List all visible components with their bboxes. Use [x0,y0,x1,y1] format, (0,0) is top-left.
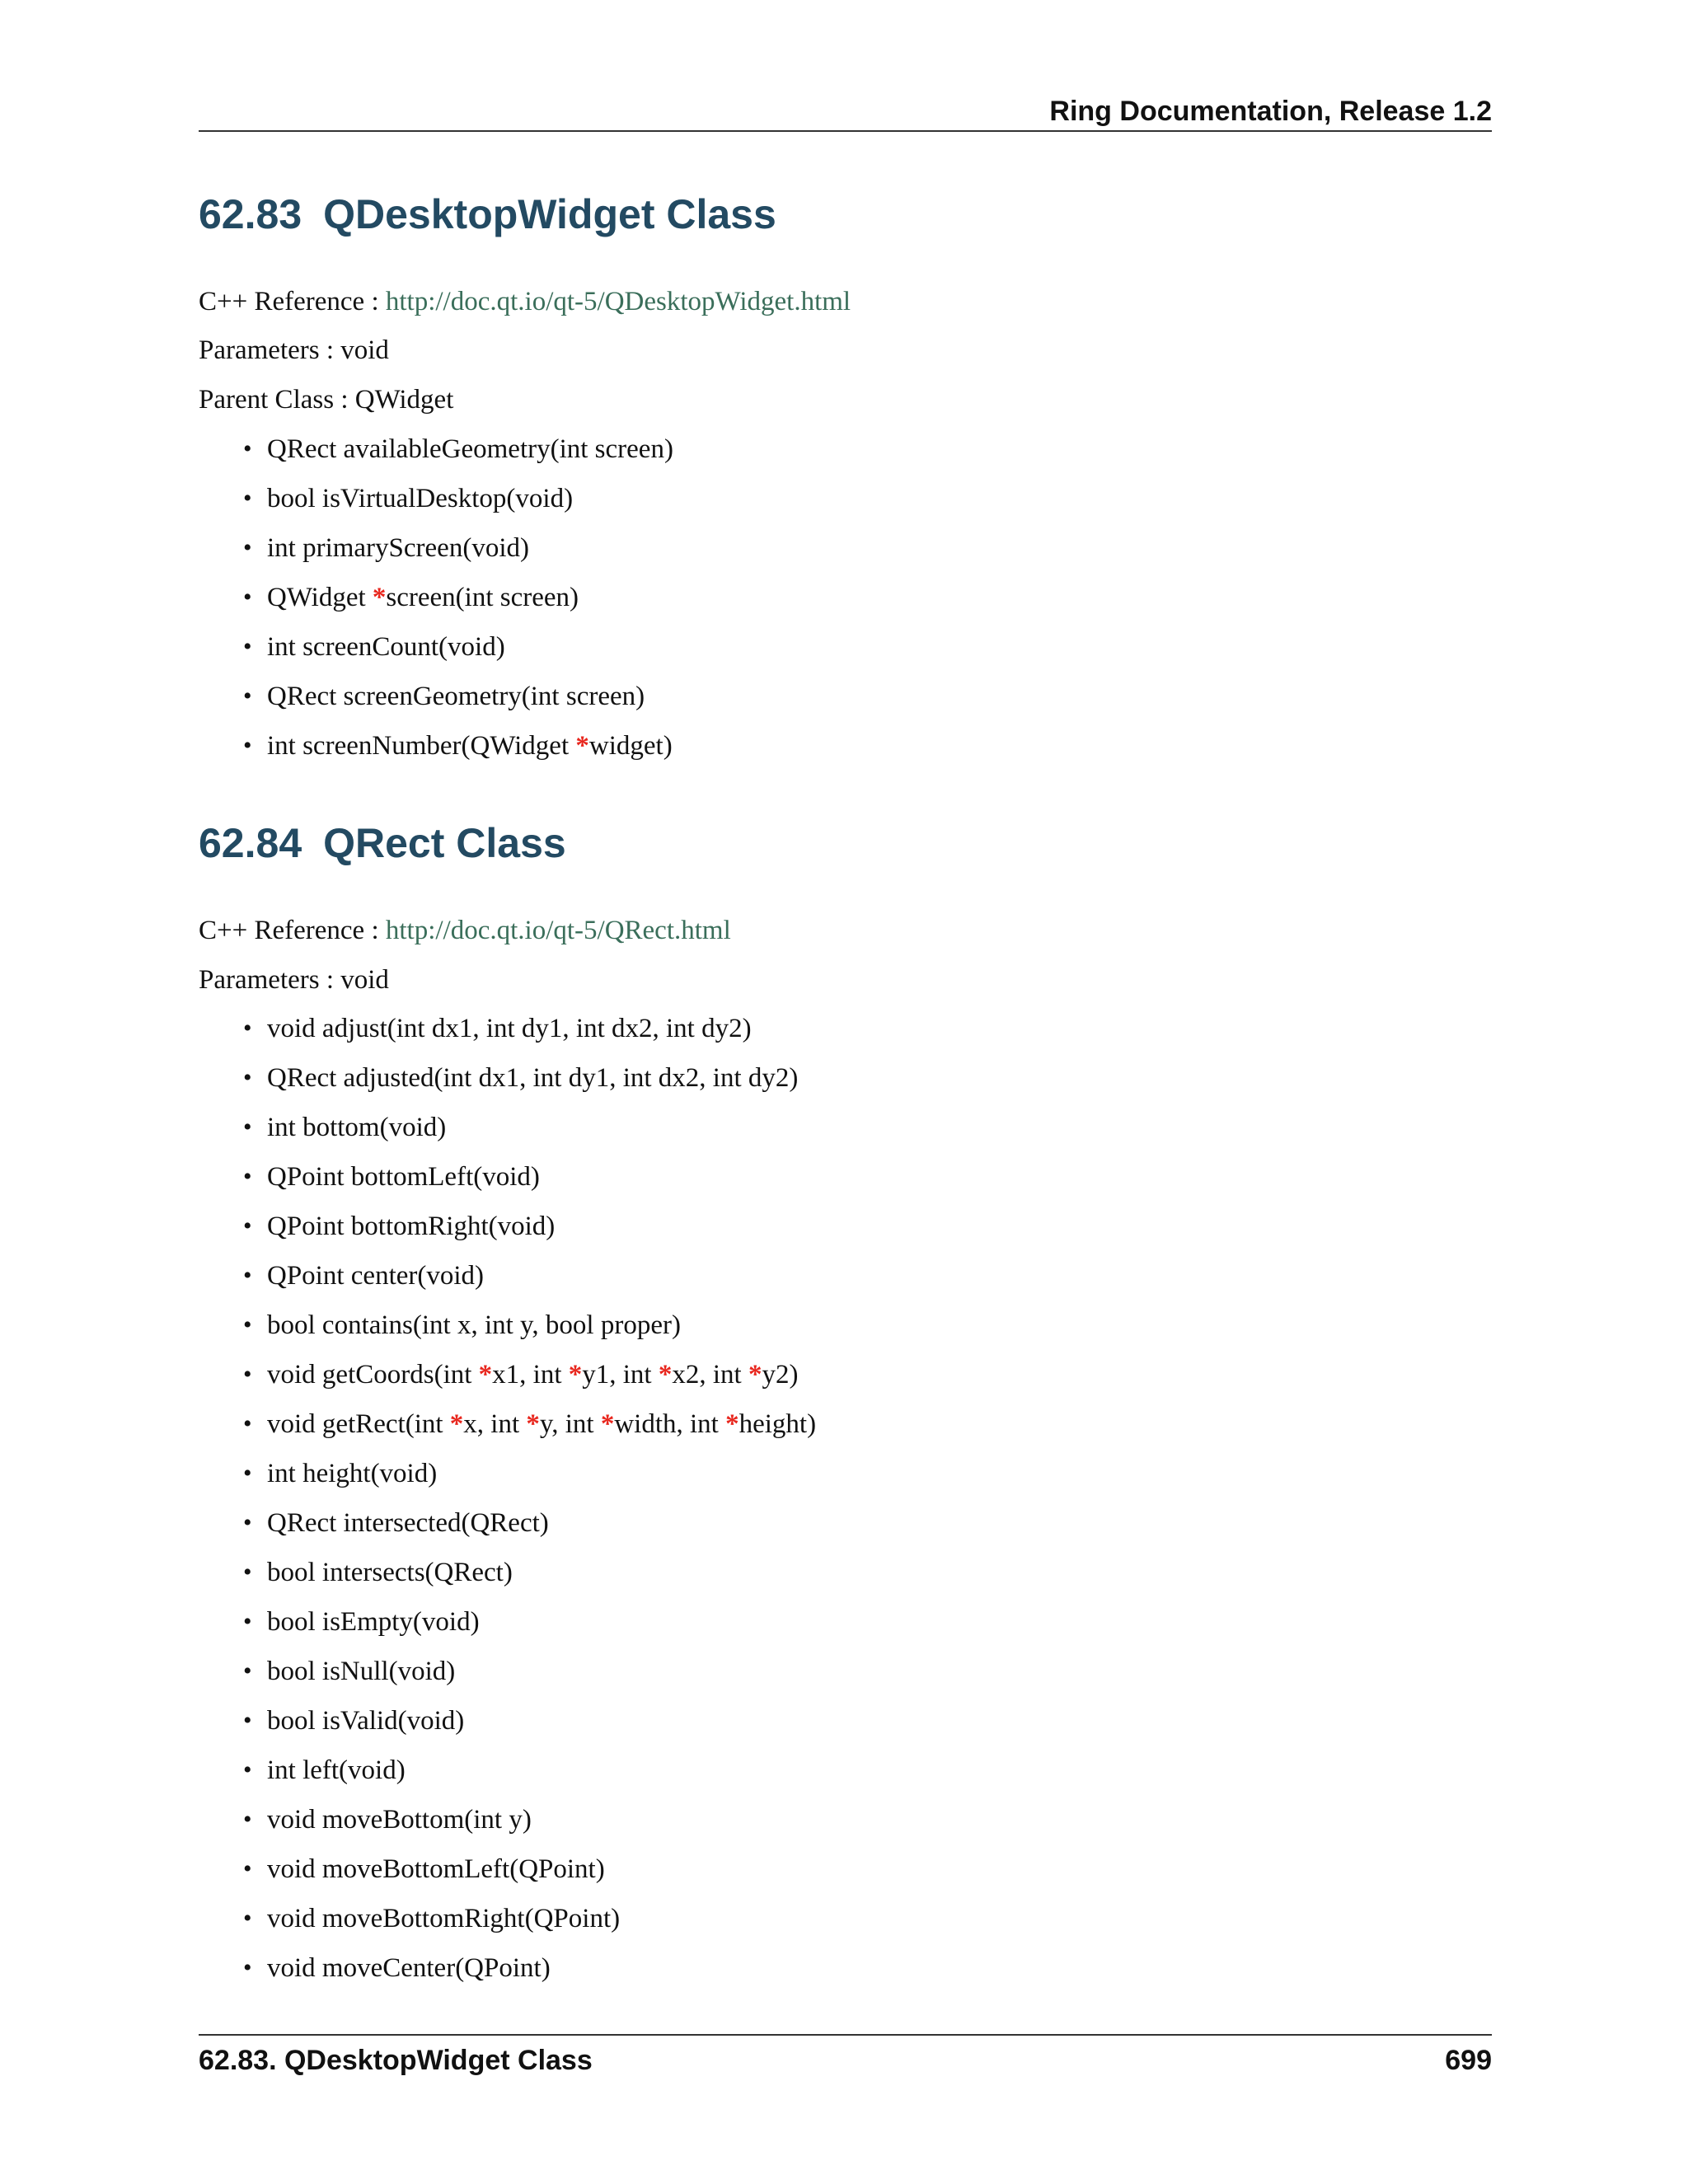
bullet-icon: • [243,485,252,512]
bullet-icon: • [243,1311,252,1338]
method-list-item [243,1309,816,1358]
method-list-item [243,433,673,482]
bullet-icon: • [243,1064,252,1091]
pointer-asterisk: * [478,1360,493,1390]
bullet-icon: • [243,583,252,611]
method-signature: bool isNull(void) [267,1657,456,1686]
bullet-icon: • [243,1608,252,1635]
bullet-icon: • [243,1262,252,1289]
method-signature: int height(void) [267,1459,438,1488]
method-list-item [243,1952,816,2001]
pointer-asterisk: * [600,1409,615,1439]
method-list-item [243,1062,816,1111]
method-signature: int screenCount(void) [267,632,505,662]
method-signature: QPoint center(void) [267,1261,485,1291]
bullet-icon: • [243,1163,252,1190]
pointer-asterisk: * [658,1360,673,1390]
method-signature: QPoint bottomLeft(void) [267,1162,540,1192]
bullet-icon: • [243,1410,252,1437]
method-list-item [243,1556,816,1605]
method-list-item [243,1210,816,1259]
method-signature: void moveCenter(QPoint) [267,1953,551,1983]
section-heading-qdesktopwidget [199,190,776,239]
method-signature: void moveBottomRight(QPoint) [267,1904,621,1933]
cpp-reference-line [199,285,851,318]
method-signature: bool isEmpty(void) [267,1607,480,1637]
method-signature: bool contains(int x, int y, bool proper) [267,1310,681,1340]
method-signature: int screenNumber(QWidget *widget) [267,731,673,761]
bullet-icon: • [243,1756,252,1783]
method-signature: void getCoords(int *x1, int *y1, int *x2, int *y2) [267,1360,799,1390]
method-list-item [243,1259,816,1309]
section-heading-qrect [199,818,566,868]
method-signature: bool intersects(QRect) [267,1558,513,1587]
reference-link[interactable]: http://doc.qt.io/qt-5/QRect.html [385,916,731,945]
bullet-icon: • [243,1212,252,1240]
method-signature: void moveBottomLeft(QPoint) [267,1854,605,1884]
bullet-icon: • [243,1954,252,1981]
pointer-asterisk: * [449,1409,464,1439]
reference-link[interactable]: http://doc.qt.io/qt-5/QDesktopWidget.html [385,287,851,316]
bullet-icon: • [243,732,252,759]
method-list-item [243,1803,816,1853]
bullet-icon: • [243,1558,252,1586]
running-header: Ring Documentation, Release 1.2 [199,92,1492,132]
method-list-item [243,581,673,630]
method-signature: QRect adjusted(int dx1, int dy1, int dx2, int dy2) [267,1063,799,1093]
pointer-asterisk: * [526,1409,540,1439]
method-signature: void adjust(int dx1, int dy1, int dx2, int dy2) [267,1014,752,1043]
method-list-item [243,1754,816,1803]
method-list-item [243,1457,816,1507]
pointer-asterisk: * [575,731,589,761]
method-list-item [243,1012,816,1062]
section-title-text: QDesktopWidget Class [323,191,776,237]
parameters-line: Parameters : void [199,335,389,365]
bullet-icon: • [243,1361,252,1388]
running-footer [199,2034,1492,2079]
method-list-item [243,1704,816,1754]
bullet-icon: • [243,1806,252,1833]
cpp-reference-line [199,914,731,947]
method-signature: void getRect(int *x, int *y, int *width, int *height) [267,1409,817,1439]
bullet-icon: • [243,1707,252,1734]
footer-section-title: 62.83. QDesktopWidget Class [199,2045,593,2076]
bullet-icon: • [243,1509,252,1536]
parent-class-line: Parent Class : QWidget [199,385,454,415]
method-signature: bool isVirtualDesktop(void) [267,484,574,513]
method-list-item [243,1408,816,1457]
pointer-asterisk: * [568,1360,583,1390]
bullet-icon: • [243,633,252,660]
page-number: 699 [1445,2045,1492,2076]
method-signature: int bottom(void) [267,1113,447,1142]
method-list-item [243,1111,816,1160]
method-signature: QRect screenGeometry(int screen) [267,682,645,711]
method-list-qrect [243,1012,816,2001]
method-signature: void moveBottom(int y) [267,1805,532,1835]
bullet-icon: • [243,1113,252,1141]
bullet-icon: • [243,1657,252,1685]
bullet-icon: • [243,682,252,710]
bullet-icon: • [243,534,252,561]
method-signature: QRect intersected(QRect) [267,1508,549,1538]
method-list-item [243,1655,816,1704]
method-list-item [243,1605,816,1655]
parameters-line: Parameters : void [199,965,389,995]
method-list-item [243,1853,816,1902]
method-signature: QPoint bottomRight(void) [267,1212,556,1241]
reference-label: C++ Reference : [199,916,386,945]
bullet-icon: • [243,1460,252,1487]
section-title-text: QRect Class [323,820,566,866]
pointer-asterisk: * [372,583,387,612]
bullet-icon: • [243,1855,252,1882]
method-signature: QWidget *screen(int screen) [267,583,579,612]
reference-label: C++ Reference : [199,287,386,316]
section-number: 62.83 [199,191,302,237]
method-signature: QRect availableGeometry(int screen) [267,434,673,464]
method-signature: int primaryScreen(void) [267,533,529,563]
bullet-icon: • [243,1015,252,1042]
method-list-item [243,482,673,532]
method-list-item [243,680,673,729]
method-list-item [243,532,673,581]
method-list-item [243,1507,816,1556]
section-number: 62.84 [199,820,302,866]
method-list-qdesktopwidget [243,433,673,779]
method-list-item [243,729,673,779]
method-list-item [243,1160,816,1210]
method-list-item [243,1902,816,1952]
method-signature: bool isValid(void) [267,1706,465,1736]
method-list-item [243,630,673,680]
pointer-asterisk: * [725,1409,739,1439]
bullet-icon: • [243,1905,252,1932]
bullet-icon: • [243,435,252,462]
method-signature: int left(void) [267,1755,406,1785]
method-list-item [243,1358,816,1408]
pointer-asterisk: * [748,1360,762,1390]
